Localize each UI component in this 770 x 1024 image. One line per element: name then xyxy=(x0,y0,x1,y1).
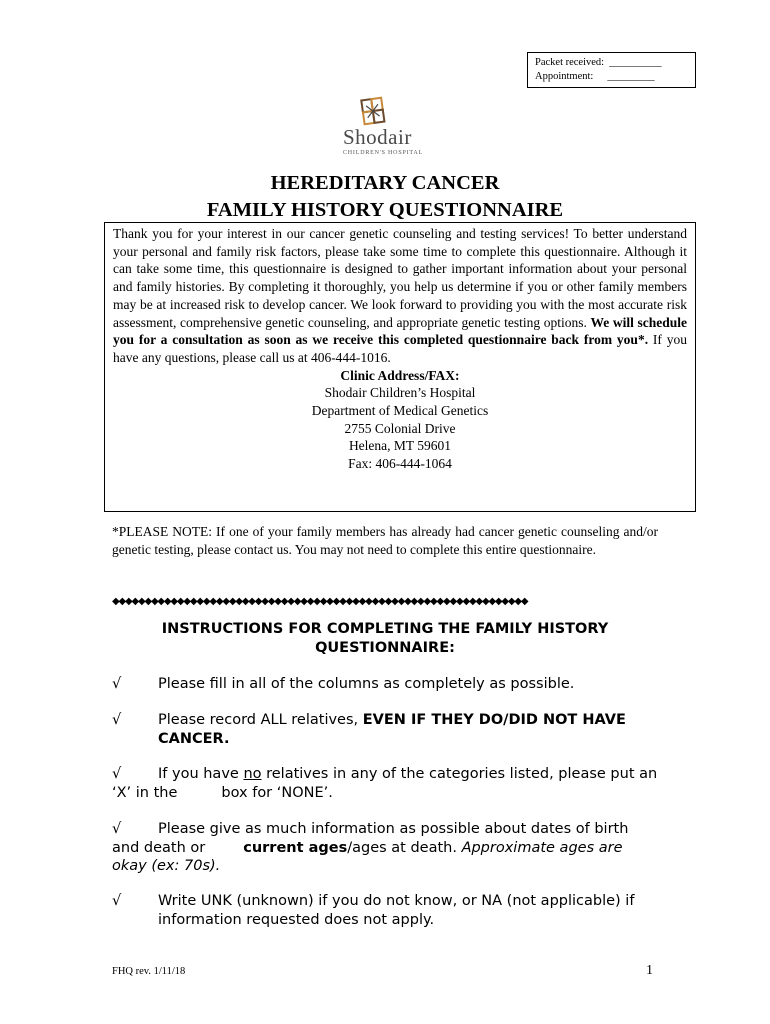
instruction-text-cont: /ages at death. xyxy=(347,839,462,856)
clinic-address xyxy=(113,367,687,473)
instruction-text-cont: relatives in any of the categories listed, please put an ‘X’ in the xyxy=(112,766,658,801)
intro-paragraph xyxy=(113,225,687,367)
clinic-address-label: Clinic Address/FAX: xyxy=(340,367,460,383)
instruction-text: Write UNK (unknown) if you do not know, or NA (not applicable) if information requested does not apply. xyxy=(158,893,635,928)
packet-received-value: __________ xyxy=(609,57,662,68)
checkmark-icon: √ xyxy=(112,821,122,837)
checkmark-icon: √ xyxy=(112,766,122,782)
please-note: *PLEASE NOTE: If one of your family members has already had cancer genetic counseling and/or genetic testing, please contact us. You may not need to complete this entire questionnaire. xyxy=(112,524,658,557)
instruction-item-5 xyxy=(112,892,660,929)
instructions-title: INSTRUCTIONS FOR COMPLETING THE FAMILY HISTORY QUESTIONNAIRE: xyxy=(161,621,609,656)
clinic-fax: Fax: 406-444-1064 xyxy=(348,456,452,472)
instruction-italic-text: Approximate ages are okay (ex: 70s). xyxy=(112,839,623,874)
appointment-value: _________ xyxy=(607,71,655,82)
appointment-label: Appointment: xyxy=(535,71,594,82)
clinic-name: Shodair Children’s Hospital xyxy=(324,385,476,401)
logo-name: Shodair xyxy=(343,125,412,149)
page-number: 1 xyxy=(646,963,653,978)
instruction-bold-text: EVEN IF THEY DO/DID NOT HAVE CANCER. xyxy=(158,712,626,747)
instruction-text: Please fill in all of the columns as completely as possible. xyxy=(158,676,575,692)
instruction-text-end: box for ‘NONE’. xyxy=(221,784,333,801)
instruction-underlined-text: no xyxy=(243,766,262,782)
intro-tail-text: If you have any questions, please call us at 406-444-1016. xyxy=(113,332,687,365)
instruction-text: Please record ALL relatives, xyxy=(158,712,363,728)
appointment-row xyxy=(535,70,695,84)
instruction-text: Please give as much information as possible about dates of birth and death or xyxy=(112,821,629,856)
intro-bold-text: We will schedule you for a consultation as soon as we receive this completed questionnaire back from you*. xyxy=(113,314,687,348)
intro-box xyxy=(104,222,696,512)
title-line-2: FAMILY HISTORY QUESTIONNAIRE xyxy=(206,199,564,221)
shodair-logo xyxy=(339,96,431,160)
instruction-item-3 xyxy=(112,765,660,802)
shodair-logo-icon xyxy=(357,96,389,128)
checkmark-icon: √ xyxy=(112,893,122,909)
packet-received-label: Packet received: xyxy=(535,57,605,68)
instruction-text: If you have xyxy=(158,766,244,782)
checkmark-icon: √ xyxy=(112,712,122,728)
document-title xyxy=(0,170,770,224)
instruction-item-4 xyxy=(112,820,660,876)
logo-subtitle: CHILDREN'S HOSPITAL xyxy=(343,150,423,156)
instruction-item-1 xyxy=(112,675,660,694)
diamond-divider: ◆◆◆◆◆◆◆◆◆◆◆◆◆◆◆◆◆◆◆◆◆◆◆◆◆◆◆◆◆◆◆◆◆◆◆◆◆◆◆◆◆◆◆◆◆◆◆◆◆◆◆◆◆◆◆◆◆◆◆◆◆◆◆◆ xyxy=(112,596,528,607)
instruction-item-2 xyxy=(112,711,660,748)
packet-received-box xyxy=(527,52,696,88)
title-line-1: HEREDITARY CANCER xyxy=(270,172,500,194)
intro-text: Thank you for your interest in our cancer genetic counseling and testing services! To better understand your personal and family risk factors, please take some time to complete this questionnaire. Although it can take some time, this questionnaire is designed to gather important information about your personal and family histories. By completing it thoroughly, you help us determine if you or other family members may be at increased risk to develop cancer. We look forward to providing you with the most accurate risk assessment, comprehensive genetic counseling, and appropriate genetic testing options. xyxy=(113,226,687,330)
clinic-department: Department of Medical Genetics xyxy=(311,403,489,419)
packet-received-row xyxy=(535,56,695,70)
checkmark-icon: √ xyxy=(112,676,122,692)
instruction-bold-text: current ages xyxy=(243,839,348,856)
revision-footer: FHQ rev. 1/11/18 xyxy=(112,966,186,977)
clinic-city: Helena, MT 59601 xyxy=(348,438,452,454)
clinic-street: 2755 Colonial Drive xyxy=(344,420,456,436)
